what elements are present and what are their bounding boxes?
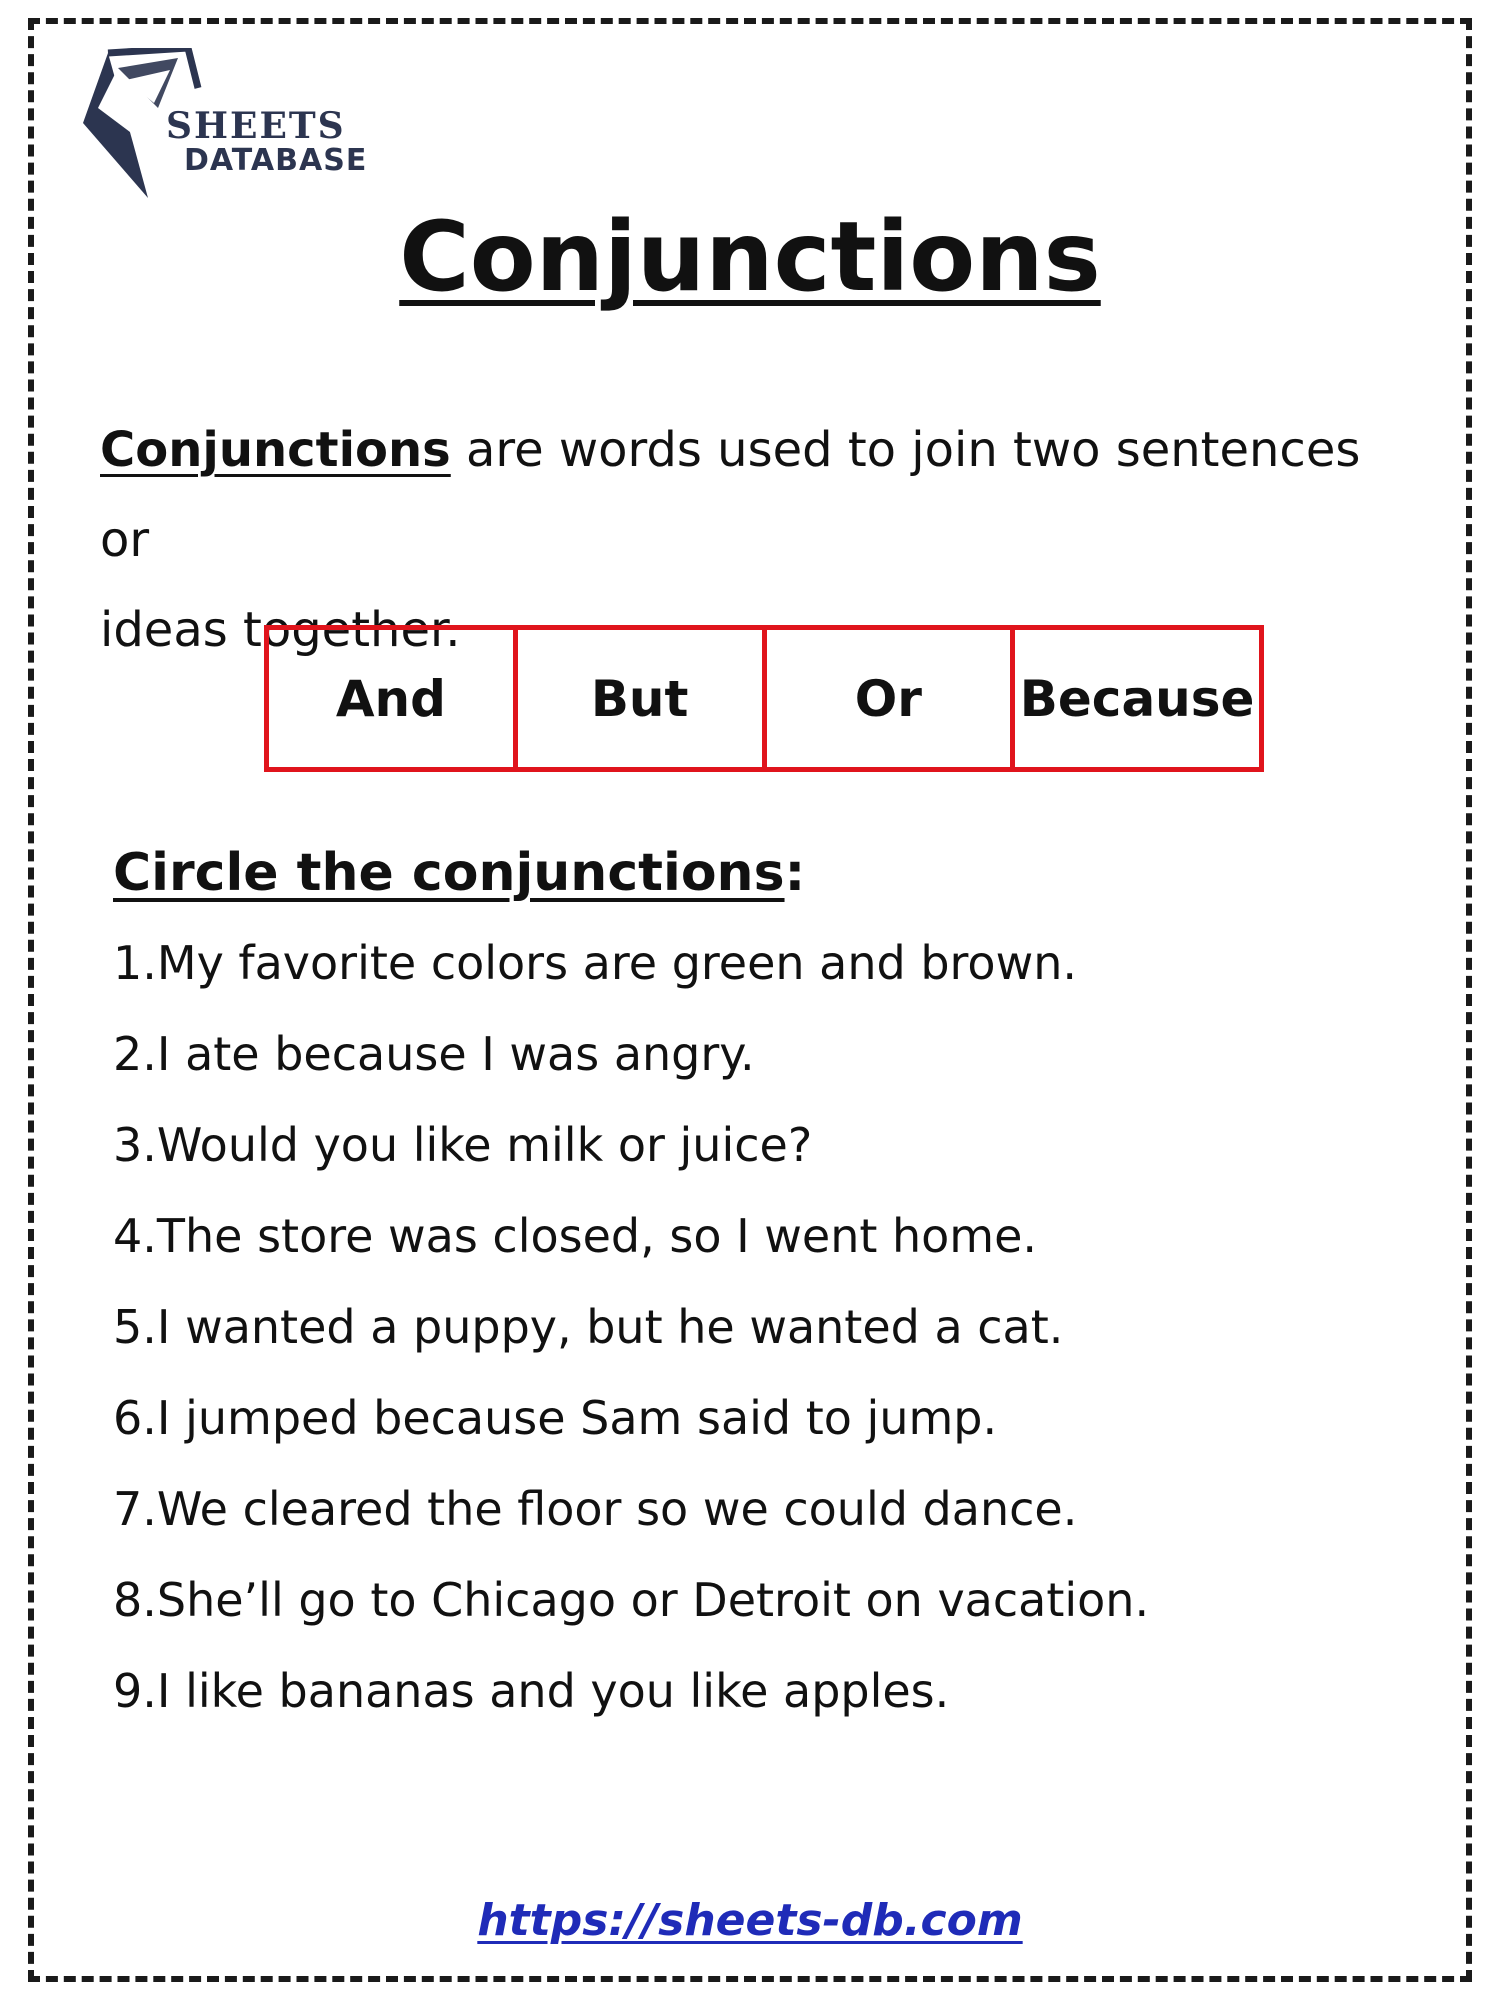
sentence-item: 3.Would you like milk or juice? (113, 1118, 813, 1172)
word-cell-but: But (518, 630, 767, 767)
sentence-list (113, 928, 1413, 1747)
definition-line-1-rest: are words used to join two sentences or (100, 422, 1361, 568)
logo-text-sheets: SHEETS (166, 105, 346, 147)
page-title-text: Conjunctions (399, 201, 1101, 313)
instruction-text: Circle the conjunctions (113, 843, 785, 903)
sentence-item: 7.We cleared the floor so we could dance. (113, 1482, 1078, 1536)
definition-term: Conjunctions (100, 422, 451, 478)
instruction-heading (113, 842, 805, 904)
sentence-item: 9.I like bananas and you like apples. (113, 1664, 950, 1718)
sentence-item: 6.I jumped because Sam said to jump. (113, 1391, 998, 1445)
page-title (0, 201, 1500, 313)
logo (78, 48, 378, 208)
conjunction-word-table (264, 625, 1264, 772)
sentence-item: 4.The store was closed, so I went home. (113, 1209, 1038, 1263)
definition-line-2: ideas together. (100, 602, 461, 658)
sentence-item: 8.She’ll go to Chicago or Detroit on vacation. (113, 1573, 1150, 1627)
logo-text-database: DATABASE (184, 143, 368, 178)
word-cell-and: And (269, 630, 518, 767)
sentence-item: 1.My favorite colors are green and brown. (113, 936, 1077, 990)
footer-link[interactable]: https://sheets-db.com (477, 1895, 1023, 1946)
word-cell-because: Because (1019, 669, 1255, 728)
word-cell-or: Or (767, 630, 1016, 767)
instruction-colon: : (784, 843, 806, 903)
sentence-item: 2.I ate because I was angry. (113, 1027, 755, 1081)
definition-line-1 (100, 405, 1400, 585)
sentence-item: 5.I wanted a puppy, but he wanted a cat. (113, 1300, 1064, 1354)
